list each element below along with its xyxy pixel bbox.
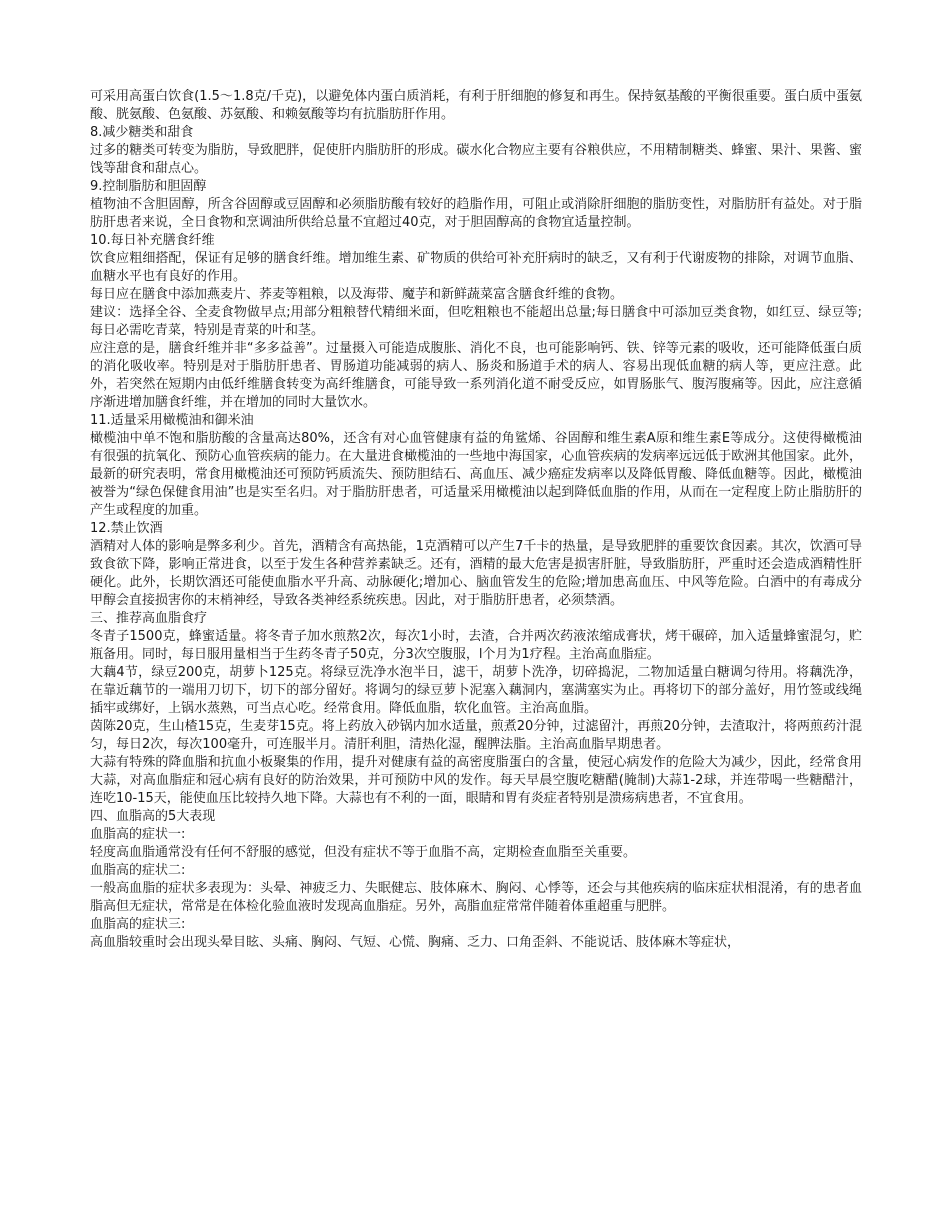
paragraph: 高血脂较重时会出现头晕目眩、头痛、胸闷、气短、心慌、胸痛、乏力、口角歪斜、不能说话、肢体麻木等症状， <box>90 935 741 950</box>
paragraph: 橄榄油中单不饱和脂肪酸的含量高达80%，还含有对心血管健康有益的角鲨烯、谷固醇和维生素A原和维生素E等成分。这使得橄榄油有很强的抗氧化、预防心血管疾病的能力。在大量进食橄榄油的一些地中海国家，心血管疾病的发病率远远低于欧洲其他国家。此外，最新的研究表明，常食用橄榄油还可预防钙质流失、预防胆结石、高血压、减少癌症发病率以及降低胃酸、降低血糖等。因此，橄榄油被誉为“绿色保健食用油”也是实至名归。对于脂肪肝患者，可适量采用橄榄油以起到降低血脂的作用，从而在一定程度上防止脂肪肝的产生或程度的加重。 <box>90 431 862 518</box>
paragraph: 应注意的是，膳食纤维并非“多多益善”。过量摄入可能造成腹胀、消化不良，也可能影响钙、铁、锌等元素的吸收，还可能降低蛋白质的消化吸收率。特别是对于脂肪肝患者、胃肠道功能减弱的病人、肠炎和肠道手术的病人、容易出现低血糖的病人等，更应注意。此外，若突然在短期内由低纤维膳食转变为高纤维膳食，可能导致一系列消化道不耐受反应，如胃肠胀气、腹泻腹痛等。因此，应注意循序渐进增加膳食纤维，并在增加的同时大量饮水。 <box>90 341 862 410</box>
paragraph: 轻度高血脂通常没有任何不舒服的感觉，但没有症状不等于血脂不高，定期检查血脂至关重要。 <box>90 845 637 860</box>
paragraph: 建议：选择全谷、全麦食物做早点;用部分粗粮替代精细米面，但吃粗粮也不能超出总量;每日膳食中可添加豆类食物，如红豆、绿豆等;每日必需吃青菜，特别是青菜的叶和茎。 <box>90 305 862 338</box>
paragraph: 大藕4节，绿豆200克，胡萝卜125克。将绿豆洗净水泡半日，滤干，胡萝卜洗净，切碎捣泥，二物加适量白糖调匀待用。将藕洗净，在靠近藕节的一端用刀切下，切下的部分留好。将调匀的绿豆萝卜泥塞入藕洞内，塞满塞实为止。再将切下的部分盖好，用竹签或线绳插牢或绑好，上锅水蒸熟，可当点心吃。经常食用。降低血脂，软化血管。主治高血脂。 <box>90 665 862 716</box>
section-heading: 9.控制脂肪和胆固醇 <box>90 179 207 194</box>
paragraph: 一般高血脂的症状多表现为：头晕、神疲乏力、失眠健忘、肢体麻木、胸闷、心悸等，还会与其他疾病的临床症状相混淆，有的患者血脂高但无症状，常常是在体检化验血液时发现高血脂症。另外，高脂血症常常伴随着体重超重与肥胖。 <box>90 881 862 914</box>
symptom-heading: 血脂高的症状一: <box>90 827 186 842</box>
paragraph: 植物油不含胆固醇，所含谷固醇或豆固醇和必须脂肪酸有较好的趋脂作用，可阻止或消除肝细胞的脂肪变性，对脂肪肝有益处。对于脂肪肝患者来说，全日食物和烹调油所供给总量不宜超过40克，对于胆固醇高的食物宜适量控制。 <box>90 197 862 230</box>
section-heading: 12.禁止饮酒 <box>90 521 163 536</box>
paragraph: 冬青子1500克，蜂蜜适量。将冬青子加水煎熬2次，每次1小时，去渣，合并两次药液浓缩成膏状，烤干碾碎，加入适量蜂蜜混匀，贮瓶备用。同时，每日服用量相当于生药冬青子50克，分3次空腹服，l个月为1疗程。主治高血脂症。 <box>90 629 862 662</box>
paragraph: 大蒜有特殊的降血脂和抗血小板聚集的作用，提升对健康有益的高密度脂蛋白的含量，使冠心病发作的危险大为减少，因此，经常食用大蒜，对高血脂症和冠心病有良好的防治效果，并可预防中风的发作。每天早晨空腹吃糖醋(腌制)大蒜1-2球，并连带喝一些糖醋汁，连吃10-15天，能使血压比较持久地下降。大蒜也有不利的一面，眼睛和胃有炎症者特别是溃疡病患者，不宜食用。 <box>90 755 862 806</box>
symptom-heading: 血脂高的症状二: <box>90 863 186 878</box>
paragraph: 酒精对人体的影响是弊多利少。首先，酒精含有高热能，1克酒精可以产生7千卡的热量，是导致肥胖的重要饮食因素。其次，饮酒可导致食欲下降，影响正常进食，以至于发生各种营养素缺乏。还有，酒精的最大危害是损害肝脏，导致脂肪肝，严重时还会造成酒精性肝硬化。此外，长期饮酒还可能使血脂水平升高、动脉硬化;增加心、脑血管发生的危险;增加患高血压、中风等危险。白酒中的有毒成分甲醇会直接损害你的末梢神经，导致各类神经系统疾患。因此，对于脂肪肝患者，必须禁酒。 <box>90 539 862 608</box>
paragraph: 过多的糖类可转变为脂肪，导致肥胖，促使肝内脂肪肝的形成。碳水化合物应主要有谷粮供应，不用精制糖类、蜂蜜、果汁、果酱、蜜饯等甜食和甜点心。 <box>90 143 862 176</box>
section-heading: 10.每日补充膳食纤维 <box>90 233 215 248</box>
paragraph: 茵陈20克，生山楂15克，生麦芽15克。将上药放入砂锅内加水适量，煎煮20分钟，过滤留汁，再煎20分钟，去渣取汁，将两煎药汁混匀，每日2次，每次100毫升，可连服半月。清肝利胆，清热化湿，醒脾法脂。主治高血脂早期患者。 <box>90 719 862 752</box>
paragraph: 每日应在膳食中添加燕麦片、荞麦等粗粮，以及海带、魔芋和新鲜蔬菜富含膳食纤维的食物。 <box>90 287 624 302</box>
paragraph: 饮食应粗细搭配，保证有足够的膳食纤维。增加维生素、矿物质的供给可补充肝病时的缺乏，又有利于代谢废物的排除，对调节血脂、血糖水平也有良好的作用。 <box>90 251 862 284</box>
document-page <box>90 88 862 952</box>
paragraph: 可采用高蛋白饮食(1.5～1.8克/千克)，以避免体内蛋白质消耗，有利于肝细胞的修复和再生。保持氨基酸的平衡很重要。蛋白质中蛋氨酸、胱氨酸、色氨酸、苏氨酸、和赖氨酸等均有抗脂肪肝作用。 <box>90 89 862 122</box>
section-heading: 8.减少糖类和甜食 <box>90 125 194 140</box>
symptom-heading: 血脂高的症状三: <box>90 917 186 932</box>
section-heading: 三、推荐高血脂食疗 <box>90 611 208 626</box>
section-heading: 四、血脂高的5大表现 <box>90 809 216 824</box>
section-heading: 11.适量采用橄榄油和御米油 <box>90 413 254 428</box>
